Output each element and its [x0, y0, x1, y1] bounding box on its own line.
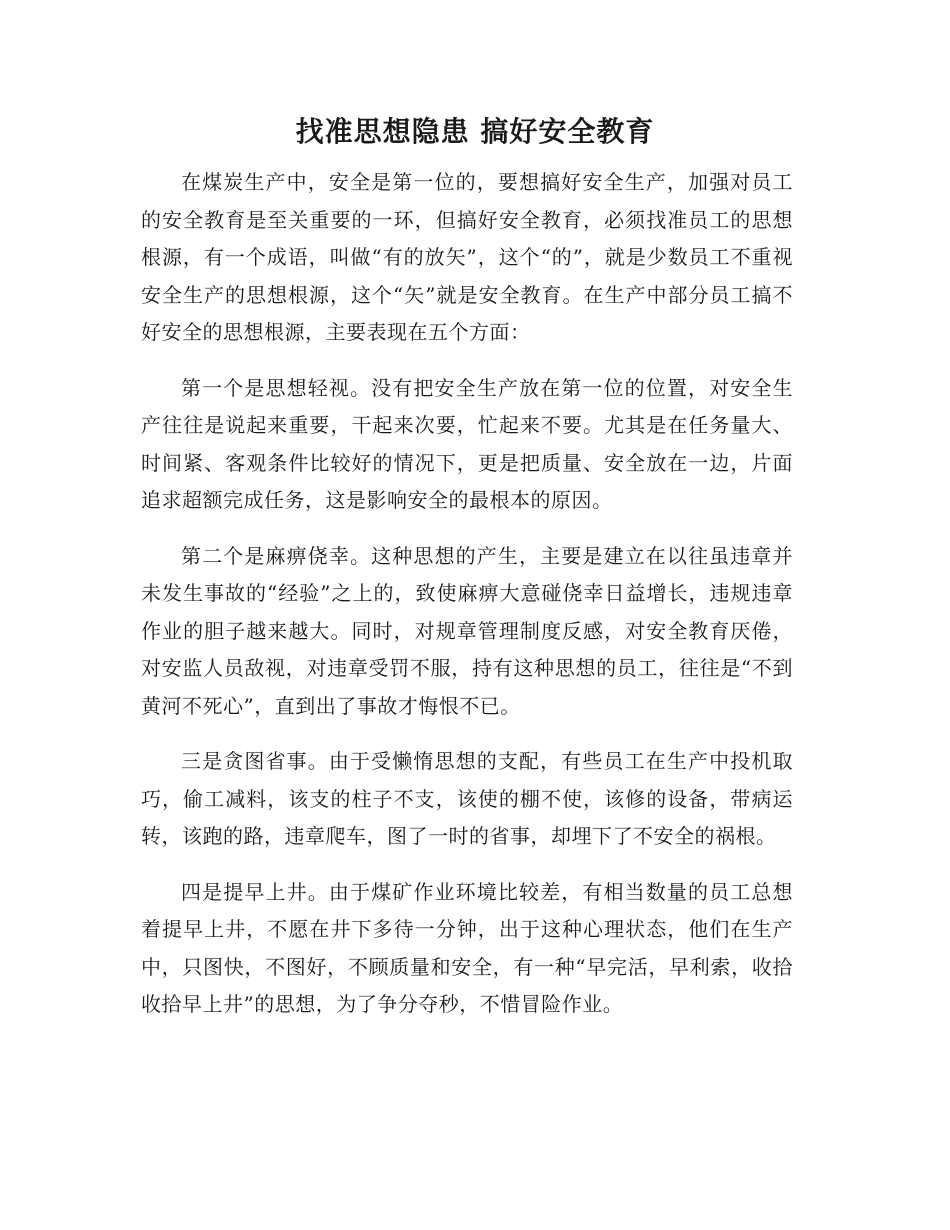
paragraph-point-2: 第二个是麻痹侥幸。这种思想的产生，主要是建立在以往虽违章并未发生事故的“经验”之上的，致使麻痹大意碰侥幸日益增长，违规违章作业的胆子越来越大。同时，对规章管理制度反感，对安全教育厌倦，对安监人员敌视，对违章受罚不服，持有这种思想的员工，往往是“不到黄河不死心”，直到出了事故才悔恨不已。: [141, 543, 793, 718]
paragraph-point-4: 四是提早上井。由于煤矿作业环境比较差，有相当数量的员工总想着提早上井，不愿在井下多待一分钟，出于这种心理状态，他们在生产中，只图快，不图好，不顾质量和安全，有一种“早完活，早利索，收拾收拾早上井”的思想，为了争分夺秒，不惜冒险作业。: [141, 879, 793, 1016]
document-body: [141, 164, 793, 1042]
paragraph-point-3: 三是贪图省事。由于受懒惰思想的支配，有些员工在生产中投机取巧，偷工减料，该支的柱子不支，该使的棚不使，该修的设备，带病运转，该跑的路，违章爬车，图了一时的省事，却埋下了不安全的祸根。: [141, 749, 793, 848]
paragraph-intro: 在煤炭生产中，安全是第一位的，要想搞好安全生产，加强对员工的安全教育是至关重要的一环，但搞好安全教育，必须找准员工的思想根源，有一个成语，叫做“有的放矢”，这个“的”，就是少数员工不重视安全生产的思想根源，这个“矢”就是安全教育。在生产中部分员工搞不好安全的思想根源，主要表现在五个方面：: [141, 170, 793, 344]
paragraph-point-1: 第一个是思想轻视。没有把安全生产放在第一位的位置，对安全生产往往是说起来重要，干起来次要，忙起来不要。尤其是在任务量大、时间紧、客观条件比较好的情况下，更是把质量、安全放在一边，片面追求超额完成任务，这是影响安全的最根本的原因。: [141, 375, 793, 512]
document-title: 找准思想隐患 搞好安全教育: [295, 115, 655, 148]
